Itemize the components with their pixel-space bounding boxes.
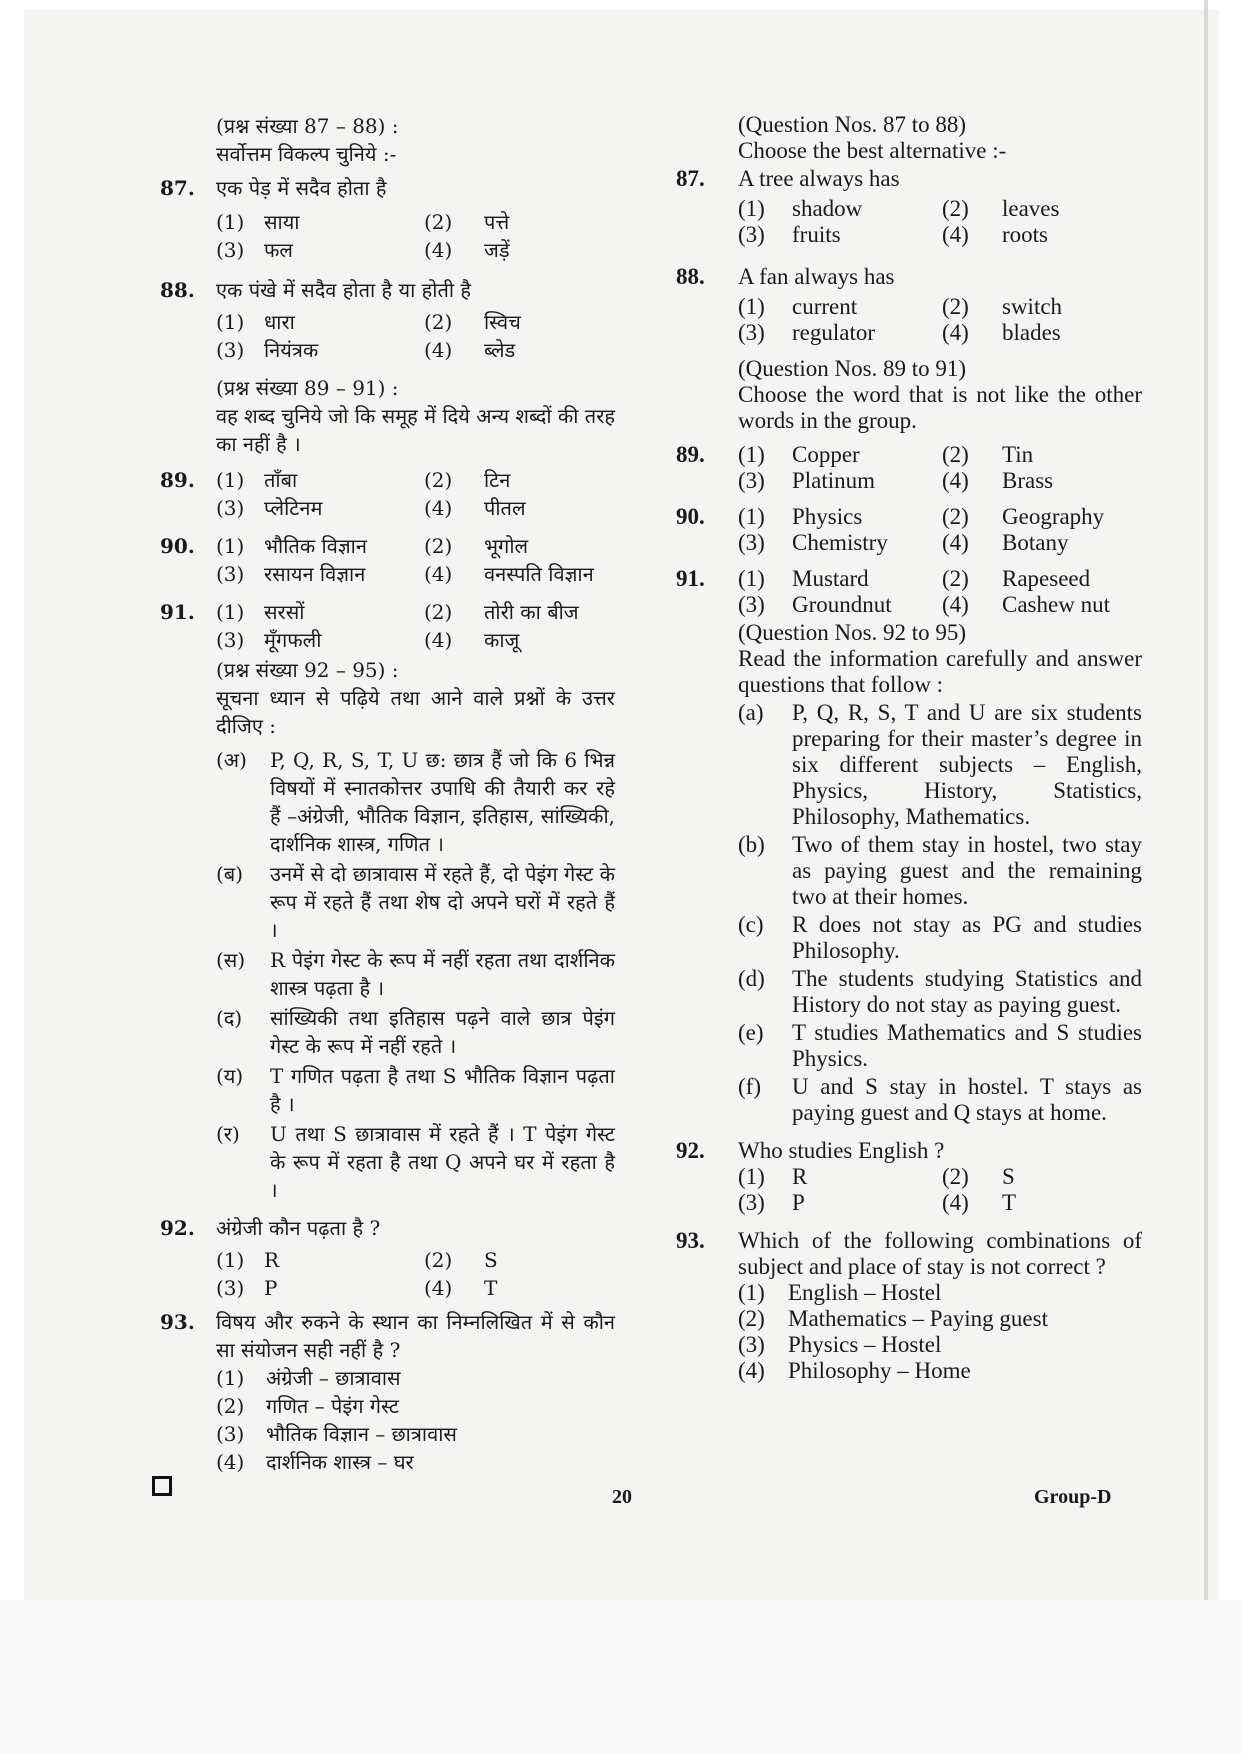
- option: (3) Physics – Hostel: [738, 1332, 942, 1357]
- option-text: काजू: [484, 628, 520, 652]
- option-label: (3): [738, 530, 765, 555]
- instruction-text: सर्वोत्तम विकल्प चुनिये :-: [216, 142, 397, 166]
- option-text: Geography: [1002, 504, 1105, 529]
- option-label: (2): [942, 196, 969, 221]
- information-list: [216, 746, 615, 1204]
- question-88: [672, 264, 1142, 346]
- information-list: [738, 700, 1142, 1126]
- options-grid: [738, 294, 1142, 346]
- option-text: T: [1002, 1190, 1017, 1215]
- information-item: (र) U तथा S छात्रावास में रहते हैं । T पेइंग गेस्ट के रूप में रहता है तथा Q अपने घर में रहता है ।: [216, 1122, 615, 1202]
- option-text: S: [484, 1248, 498, 1272]
- option-label: (2): [942, 566, 969, 591]
- options-grid: [216, 208, 615, 264]
- option-text: जड़ें: [484, 238, 510, 262]
- option-label: (4): [942, 592, 969, 617]
- question-number: 87.: [676, 166, 705, 191]
- question-text: A fan always has: [738, 264, 895, 289]
- options-grid: [738, 442, 1142, 494]
- options-grid: [216, 532, 615, 588]
- option-text: भूगोल: [484, 534, 529, 558]
- option: (1) अंग्रेजी – छात्रावास: [216, 1366, 401, 1390]
- options-grid: [216, 1246, 615, 1302]
- question-number: 87.: [160, 176, 195, 200]
- option-text: Groundnut: [792, 592, 892, 617]
- option-text: टिन: [484, 468, 511, 492]
- option-label: (4): [424, 562, 453, 586]
- question-text: Who studies English ?: [738, 1138, 945, 1163]
- option-text: fruits: [792, 222, 841, 247]
- option-label: (1): [216, 210, 245, 234]
- option-text: भौतिक विज्ञान: [264, 534, 367, 558]
- option-text: Physics: [792, 504, 863, 529]
- instruction-heading: (प्रश्न संख्या 89 – 91) :: [216, 376, 399, 400]
- options-grid: [738, 504, 1142, 556]
- option-label: (2): [424, 600, 453, 624]
- question-number: 91.: [160, 600, 195, 624]
- option-text: R: [264, 1248, 280, 1272]
- information-item: (अ) P, Q, R, S, T, U छ: छात्र हैं जो कि 6 भिन्न विषयों में स्नातकोत्तर उपाधि की तैयारी कर रहे हैं –अंग्रेजी, भौतिक विज्ञान, इतिहास, सांख्यिकी, दार्शनिक शास्त्र, गणित ।: [216, 748, 615, 856]
- option-label: (1): [738, 442, 765, 467]
- instruction-heading: (प्रश्न संख्या 92 – 95) :: [216, 658, 399, 682]
- question-number: 93.: [676, 1228, 705, 1253]
- options-grid: [216, 466, 615, 522]
- information-item: (b) Two of them stay in hostel, two stay as paying guest and the remaining two at their homes.: [738, 832, 1142, 909]
- options-grid: [216, 308, 615, 364]
- option-label: (4): [942, 1190, 969, 1215]
- option: (1) English – Hostel: [738, 1280, 942, 1305]
- information-item: (f) U and S stay in hostel. T stays as paying guest and Q stays at home.: [738, 1074, 1142, 1125]
- option-text: ताँबा: [264, 468, 298, 492]
- option-label: (4): [942, 320, 969, 345]
- question-87: [672, 166, 1142, 248]
- page-edge: [1204, 0, 1208, 1754]
- instruction-text: Choose the word that is not like the other words in the group.: [738, 382, 1142, 433]
- instruction-heading: (प्रश्न संख्या 87 – 88) :: [216, 114, 399, 138]
- question-number: 88.: [676, 264, 705, 289]
- question-number: 90.: [160, 534, 195, 558]
- question-text: एक पेड़ में सदैव होता है: [216, 176, 387, 200]
- option-label: (1): [216, 310, 245, 334]
- option-label: (3): [216, 1276, 245, 1300]
- option-label: (3): [216, 238, 245, 262]
- question-number: 90.: [676, 504, 705, 529]
- option-text: पत्ते: [484, 210, 510, 234]
- options-grid: [738, 566, 1142, 618]
- option: (4) दार्शनिक शास्त्र – घर: [216, 1450, 414, 1474]
- option-text: धारा: [264, 310, 295, 334]
- option-label: (1): [738, 294, 765, 319]
- option-text: तोरी का बीज: [484, 600, 579, 624]
- option-label: (4): [942, 468, 969, 493]
- question-91: [672, 566, 1142, 618]
- question-92: [150, 1214, 615, 1302]
- option-label: (4): [424, 628, 453, 652]
- option-label: (1): [738, 504, 765, 529]
- instruction-block: [738, 112, 1142, 164]
- instruction-block: [216, 374, 615, 458]
- option-text: Rapeseed: [1002, 566, 1091, 591]
- question-number: 92.: [676, 1138, 705, 1163]
- option: (3) भौतिक विज्ञान – छात्रावास: [216, 1422, 457, 1446]
- options-grid: [738, 1164, 1142, 1216]
- scan-bottom-margin: [0, 1600, 1241, 1754]
- option-text: leaves: [1002, 196, 1060, 221]
- option-text: Cashew nut: [1002, 592, 1110, 617]
- option-label: (3): [738, 592, 765, 617]
- page-number: 20: [612, 1486, 632, 1508]
- instruction-text: Choose the best alternative :-: [738, 138, 1007, 163]
- instruction-block: [738, 356, 1142, 434]
- option-label: (1): [738, 1164, 765, 1189]
- option-text: Mustard: [792, 566, 869, 591]
- option-label: (4): [424, 338, 453, 362]
- option-label: (2): [424, 534, 453, 558]
- square-marker-icon: [152, 1476, 172, 1496]
- question-91: [150, 598, 615, 654]
- option-label: (2): [942, 1164, 969, 1189]
- question-90: [672, 504, 1142, 556]
- option-text: सरसों: [264, 600, 305, 624]
- information-item: (d) The students studying Statistics and History do not stay as paying guest.: [738, 966, 1142, 1017]
- options-grid: [738, 196, 1142, 248]
- option-label: (1): [738, 196, 765, 221]
- instruction-heading: (Question Nos. 87 to 88): [738, 112, 967, 137]
- instruction-text: सूचना ध्यान से पढ़िये तथा आने वाले प्रश्नों के उत्तर दीजिए :: [216, 686, 615, 738]
- question-number: 89.: [160, 468, 195, 492]
- question-text: Which of the following combinations of subject and place of stay is not correct ?: [738, 1228, 1142, 1279]
- question-92: [672, 1138, 1142, 1216]
- question-89: [672, 442, 1142, 494]
- option-text: shadow: [792, 196, 863, 221]
- option-text: current: [792, 294, 858, 319]
- option-text: R: [792, 1164, 808, 1189]
- option-text: Botany: [1002, 530, 1069, 555]
- question-89: [150, 466, 615, 522]
- option-label: (1): [216, 600, 245, 624]
- information-item: (ब) उनमें से दो छात्रावास में रहते हैं, दो पेइंग गेस्ट के रूप में रहते हैं तथा शेष दो अपने घरों में रहते हैं ।: [216, 862, 615, 942]
- option-label: (3): [216, 338, 245, 362]
- option-text: फल: [264, 238, 293, 262]
- option-label: (4): [424, 238, 453, 262]
- option-label: (1): [216, 1248, 245, 1272]
- instruction-text: वह शब्द चुनिये जो कि समूह में दिये अन्य शब्दों की तरह का नहीं है ।: [216, 404, 615, 456]
- question-87: [150, 174, 615, 264]
- question-text: विषय और रुकने के स्थान का निम्नलिखित में से कौन सा संयोजन सही नहीं है ?: [216, 1310, 615, 1362]
- options-list: [738, 1280, 1142, 1384]
- information-item: (c) R does not stay as PG and studies Philosophy.: [738, 912, 1142, 963]
- option-text: वनस्पति विज्ञान: [484, 562, 594, 586]
- option-text: P: [264, 1276, 278, 1300]
- question-text: अंग्रेजी कौन पढ़ता है ?: [216, 1216, 381, 1240]
- instruction-block: [216, 656, 615, 740]
- question-90: [150, 532, 615, 588]
- option-label: (3): [216, 628, 245, 652]
- options-grid: [216, 598, 615, 654]
- question-93: [150, 1308, 615, 1364]
- option-text: मूँगफली: [264, 628, 322, 652]
- option-text: S: [1002, 1164, 1015, 1189]
- option-text: T: [484, 1276, 498, 1300]
- option-label: (3): [216, 562, 245, 586]
- question-number: 88.: [160, 278, 195, 302]
- option-text: नियंत्रक: [264, 338, 319, 362]
- option-text: regulator: [792, 320, 876, 345]
- option-text: Chemistry: [792, 530, 888, 555]
- option-label: (3): [738, 320, 765, 345]
- option-label: (4): [942, 530, 969, 555]
- group-label: Group-D: [1034, 1486, 1112, 1508]
- option-text: रसायन विज्ञान: [264, 562, 366, 586]
- option-text: Platinum: [792, 468, 876, 493]
- instruction-block: [216, 112, 615, 168]
- question-88: [150, 276, 615, 364]
- option-text: ब्लेड: [484, 338, 516, 362]
- information-item: (द) सांख्यिकी तथा इतिहास पढ़ने वाले छात्र पेइंग गेस्ट के रूप में नहीं रहते ।: [216, 1006, 615, 1058]
- instruction-block: [738, 620, 1142, 698]
- option-label: (3): [738, 1190, 765, 1215]
- information-item: (a) P, Q, R, S, T and U are six students preparing for their master’s degree in six different subjects – English, Physics, History, Statistics, Philosophy, Mathematics.: [738, 700, 1142, 829]
- option-text: स्विच: [484, 310, 521, 334]
- question-number: 93.: [160, 1310, 195, 1334]
- question-text: A tree always has: [738, 166, 900, 191]
- hindi-column: [150, 112, 615, 1476]
- option-label: (3): [738, 222, 765, 247]
- option-text: blades: [1002, 320, 1061, 345]
- option-label: (2): [942, 294, 969, 319]
- information-item: (e) T studies Mathematics and S studies Physics.: [738, 1020, 1142, 1071]
- option-label: (4): [942, 222, 969, 247]
- option-label: (2): [424, 310, 453, 334]
- option-text: switch: [1002, 294, 1063, 319]
- option-label: (3): [216, 496, 245, 520]
- option-label: (1): [216, 534, 245, 558]
- option-text: Copper: [792, 442, 860, 467]
- option-label: (1): [216, 468, 245, 492]
- instruction-heading: (Question Nos. 92 to 95): [738, 620, 967, 645]
- option-label: (4): [424, 1276, 453, 1300]
- option-text: पीतल: [484, 496, 526, 520]
- option-label: (2): [942, 504, 969, 529]
- option-label: (2): [424, 468, 453, 492]
- question-number: 91.: [676, 566, 705, 591]
- option-text: Tin: [1002, 442, 1034, 467]
- question-number: 89.: [676, 442, 705, 467]
- option-text: roots: [1002, 222, 1048, 247]
- option-label: (3): [738, 468, 765, 493]
- option-label: (1): [738, 566, 765, 591]
- option-text: प्लेटिनम: [264, 496, 323, 520]
- option-label: (2): [942, 442, 969, 467]
- instruction-heading: (Question Nos. 89 to 91): [738, 356, 967, 381]
- english-column: [672, 112, 1142, 1384]
- option-label: (2): [424, 210, 453, 234]
- information-item: (स) R पेइंग गेस्ट के रूप में नहीं रहता तथा दार्शनिक शास्त्र पढ़ता है ।: [216, 948, 615, 1000]
- option: (4) Philosophy – Home: [738, 1358, 971, 1383]
- question-number: 92.: [160, 1216, 195, 1240]
- option-label: (4): [424, 496, 453, 520]
- options-list: [216, 1364, 615, 1476]
- question-text: एक पंखे में सदैव होता है या होती है: [216, 278, 471, 302]
- option-label: (2): [424, 1248, 453, 1272]
- option: (2) Mathematics – Paying guest: [738, 1306, 1048, 1331]
- option-text: P: [792, 1190, 805, 1215]
- option: (2) गणित – पेइंग गेस्ट: [216, 1394, 399, 1418]
- information-item: (य) T गणित पढ़ता है तथा S भौतिक विज्ञान पढ़ता है ।: [216, 1064, 615, 1116]
- instruction-text: Read the information carefully and answer questions that follow :: [738, 646, 1142, 697]
- option-text: साया: [264, 210, 300, 234]
- question-93: [672, 1228, 1142, 1280]
- option-text: Brass: [1002, 468, 1054, 493]
